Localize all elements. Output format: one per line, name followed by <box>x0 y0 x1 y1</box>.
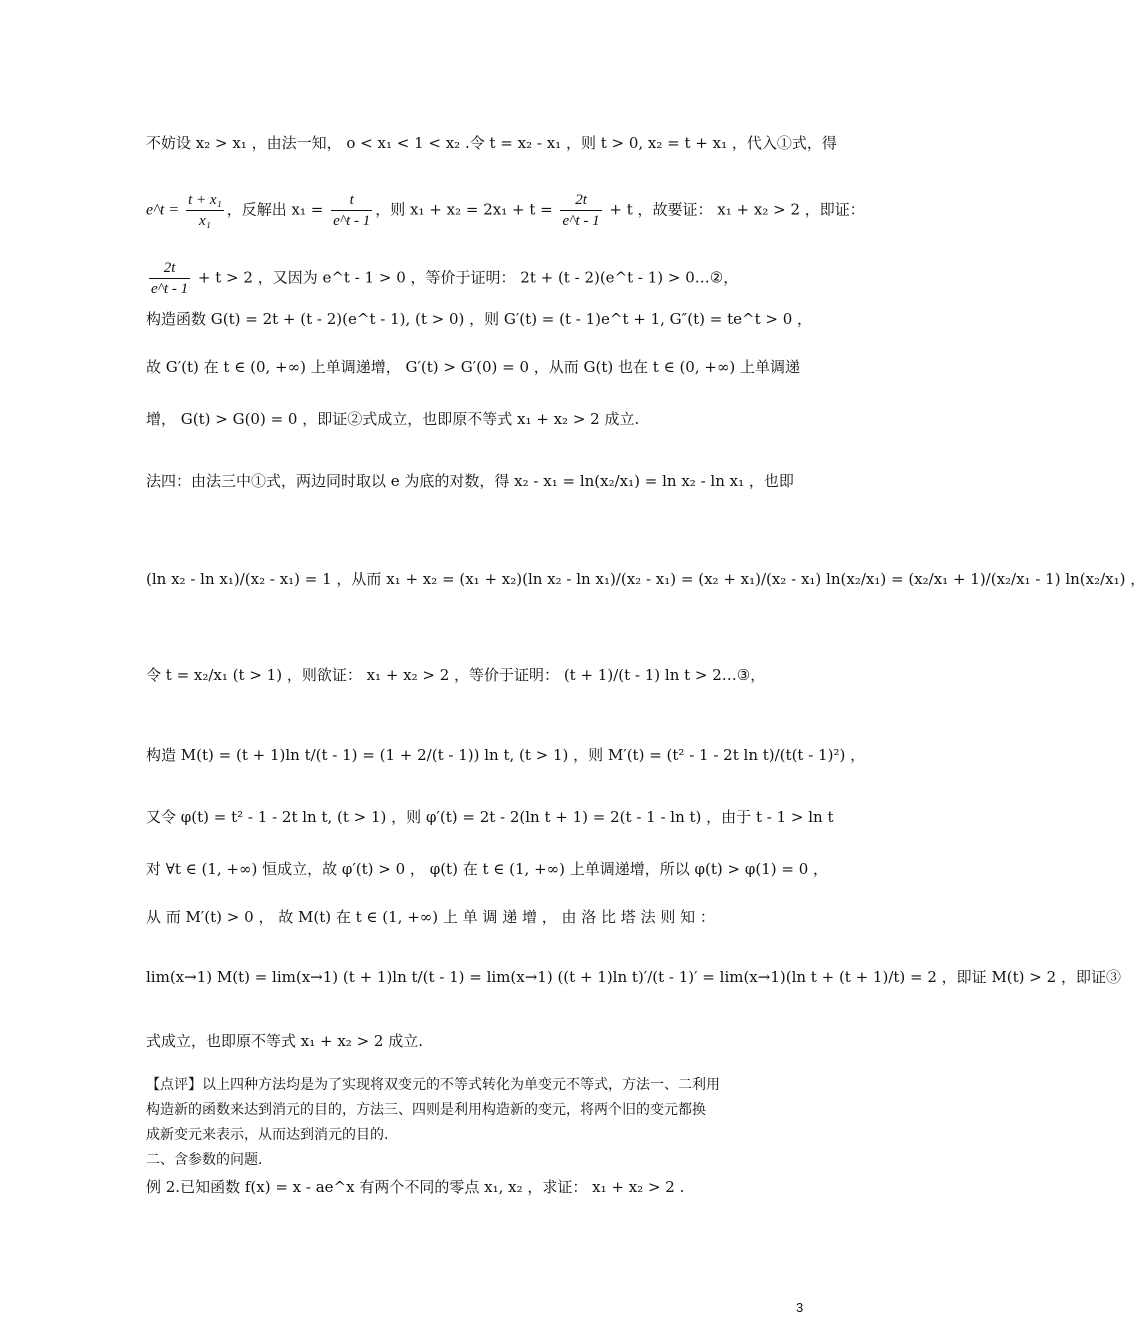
text-line-3: $\frac{2t}{e\^{}t - 1}$ + t > 2 ，又因为 e^t - 1 > 0 ，等价于证明： 2t + (t - 2)(e^t - 1) > 0…②， <box>151 260 739 297</box>
fraction: $\frac{2t}{e\^{}t - 1}$ <box>151 260 189 297</box>
fraction: $\frac{2t}{e\^{}t - 1}$ <box>562 192 600 229</box>
text-line-17: 构造新的函数来达到消元的目的，方法三、四则是利用构造新的变元，将两个旧的变元都换 <box>146 1102 706 1118</box>
text-line-1: 不妨设 x₂ > x₁ ，由法一知， o < x₁ < 1 < x₂ .令 t = x₂ - x₁ ，则 t > 0, x₂ = t + x₁ ，代入①式，得 <box>146 134 837 152</box>
page-number: 3 <box>796 1300 804 1315</box>
fraction: $\frac{t}{e\^{}t - 1}$ <box>333 192 371 229</box>
text-line-11: 又令 φ(t) = t² - 1 - 2t ln t, (t > 1) ，则 φ′(t) = 2t - 2(ln t + 1) = 2(t - 1 - ln t) ，由于 t - 1 > ln t <box>146 808 834 826</box>
text-line-16: 【点评】以上四种方法均是为了实现将双变元的不等式转化为单变元不等式，方法一、二利用 <box>146 1077 720 1093</box>
text-line-19: 二、含参数的问题. <box>146 1152 263 1168</box>
text-line-12: 对 ∀t ∈ (1, +∞) 恒成立，故 φ′(t) > 0 ， φ(t) 在 t ∈ (1, +∞) 上单调递增，所以 φ(t) > φ(1) = 0 ， <box>146 860 829 878</box>
text-line-2: e^t = $\frac{\text{t + x₁}}{\text{x₁}}$ ，反解出 x₁ = $\frac{t}{e\^{}t - 1}$ ，则 x₁ + x₂ = 2x₁ + t = $\frac{2t}{e\^{}t - 1}$ + t ，故要证： x₁ + x₂ > 2 ，即证： <box>146 192 865 229</box>
text-line-15: 式成立，也即原不等式 x₁ + x₂ > 2 成立. <box>146 1032 424 1050</box>
text-line-7: 法四：由法三中①式，两边同时取以 e 为底的对数，得 x₂ - x₁ = ln(x₂/x₁) = ln x₂ - ln x₁ ，也即 <box>146 472 794 490</box>
text-line-20: 例 2.已知函数 f(x) = x - ae^x 有两个不同的零点 x₁, x₂ ，求证： x₁ + x₂ > 2 . <box>146 1178 685 1196</box>
text-line-14: lim(x→1) M(t) = lim(x→1) (t + 1)ln t/(t - 1) = lim(x→1) ((t + 1)ln t)′/(t - 1)′ = lim(x→1)(ln t + (t + 1)/t) = 2 ，即证 M(t) > 2 ，即证③ <box>146 968 1121 986</box>
text-line-9: 令 t = x₂/x₁ (t > 1) ，则欲证： x₁ + x₂ > 2 ，等价于证明： (t + 1)/(t - 1) ln t > 2…③， <box>146 666 766 684</box>
text-line-8: (ln x₂ - ln x₁)/(x₂ - x₁) = 1 ，从而 x₁ + x₂ = (x₁ + x₂)(ln x₂ - ln x₁)/(x₂ - x₁) = (x₂ + x₁)/(x₂ - x₁) ln(x₂/x₁) = (x₂/x₁ + 1)/(x₂/x₁ - 1) ln(x₂/x₁) ， <box>146 570 1145 588</box>
text-line-13: 从 而 M′(t) > 0 ， 故 M(t) 在 t ∈ (1, +∞) 上 单 调 递 增 ， 由 洛 比 塔 法 则 知 ： <box>146 908 715 926</box>
text-line-10: 构造 M(t) = (t + 1)ln t/(t - 1) = (1 + 2/(t - 1)) ln t, (t > 1) ，则 M′(t) = (t² - 1 - 2t ln t)/(t(t - 1)²) ， <box>146 746 866 764</box>
text-line-6: 增， G(t) > G(0) = 0 ，即证②式成立，也即原不等式 x₁ + x₂ > 2 成立. <box>146 410 640 428</box>
text-line-18: 成新变元来表示，从而达到消元的目的. <box>146 1127 389 1143</box>
fraction: $\frac{\text{t + x₁}}{\text{x₁}}$ <box>188 192 222 229</box>
text-line-5: 故 G′(t) 在 t ∈ (0, +∞) 上单调递增， G′(t) > G′(0) = 0 ，从而 G(t) 也在 t ∈ (0, +∞) 上单调递 <box>146 358 801 376</box>
text-line-4: 构造函数 G(t) = 2t + (t - 2)(e^t - 1), (t > 0) ，则 G′(t) = (t - 1)e^t + 1, G″(t) = te^t > 0 ， <box>146 310 813 328</box>
